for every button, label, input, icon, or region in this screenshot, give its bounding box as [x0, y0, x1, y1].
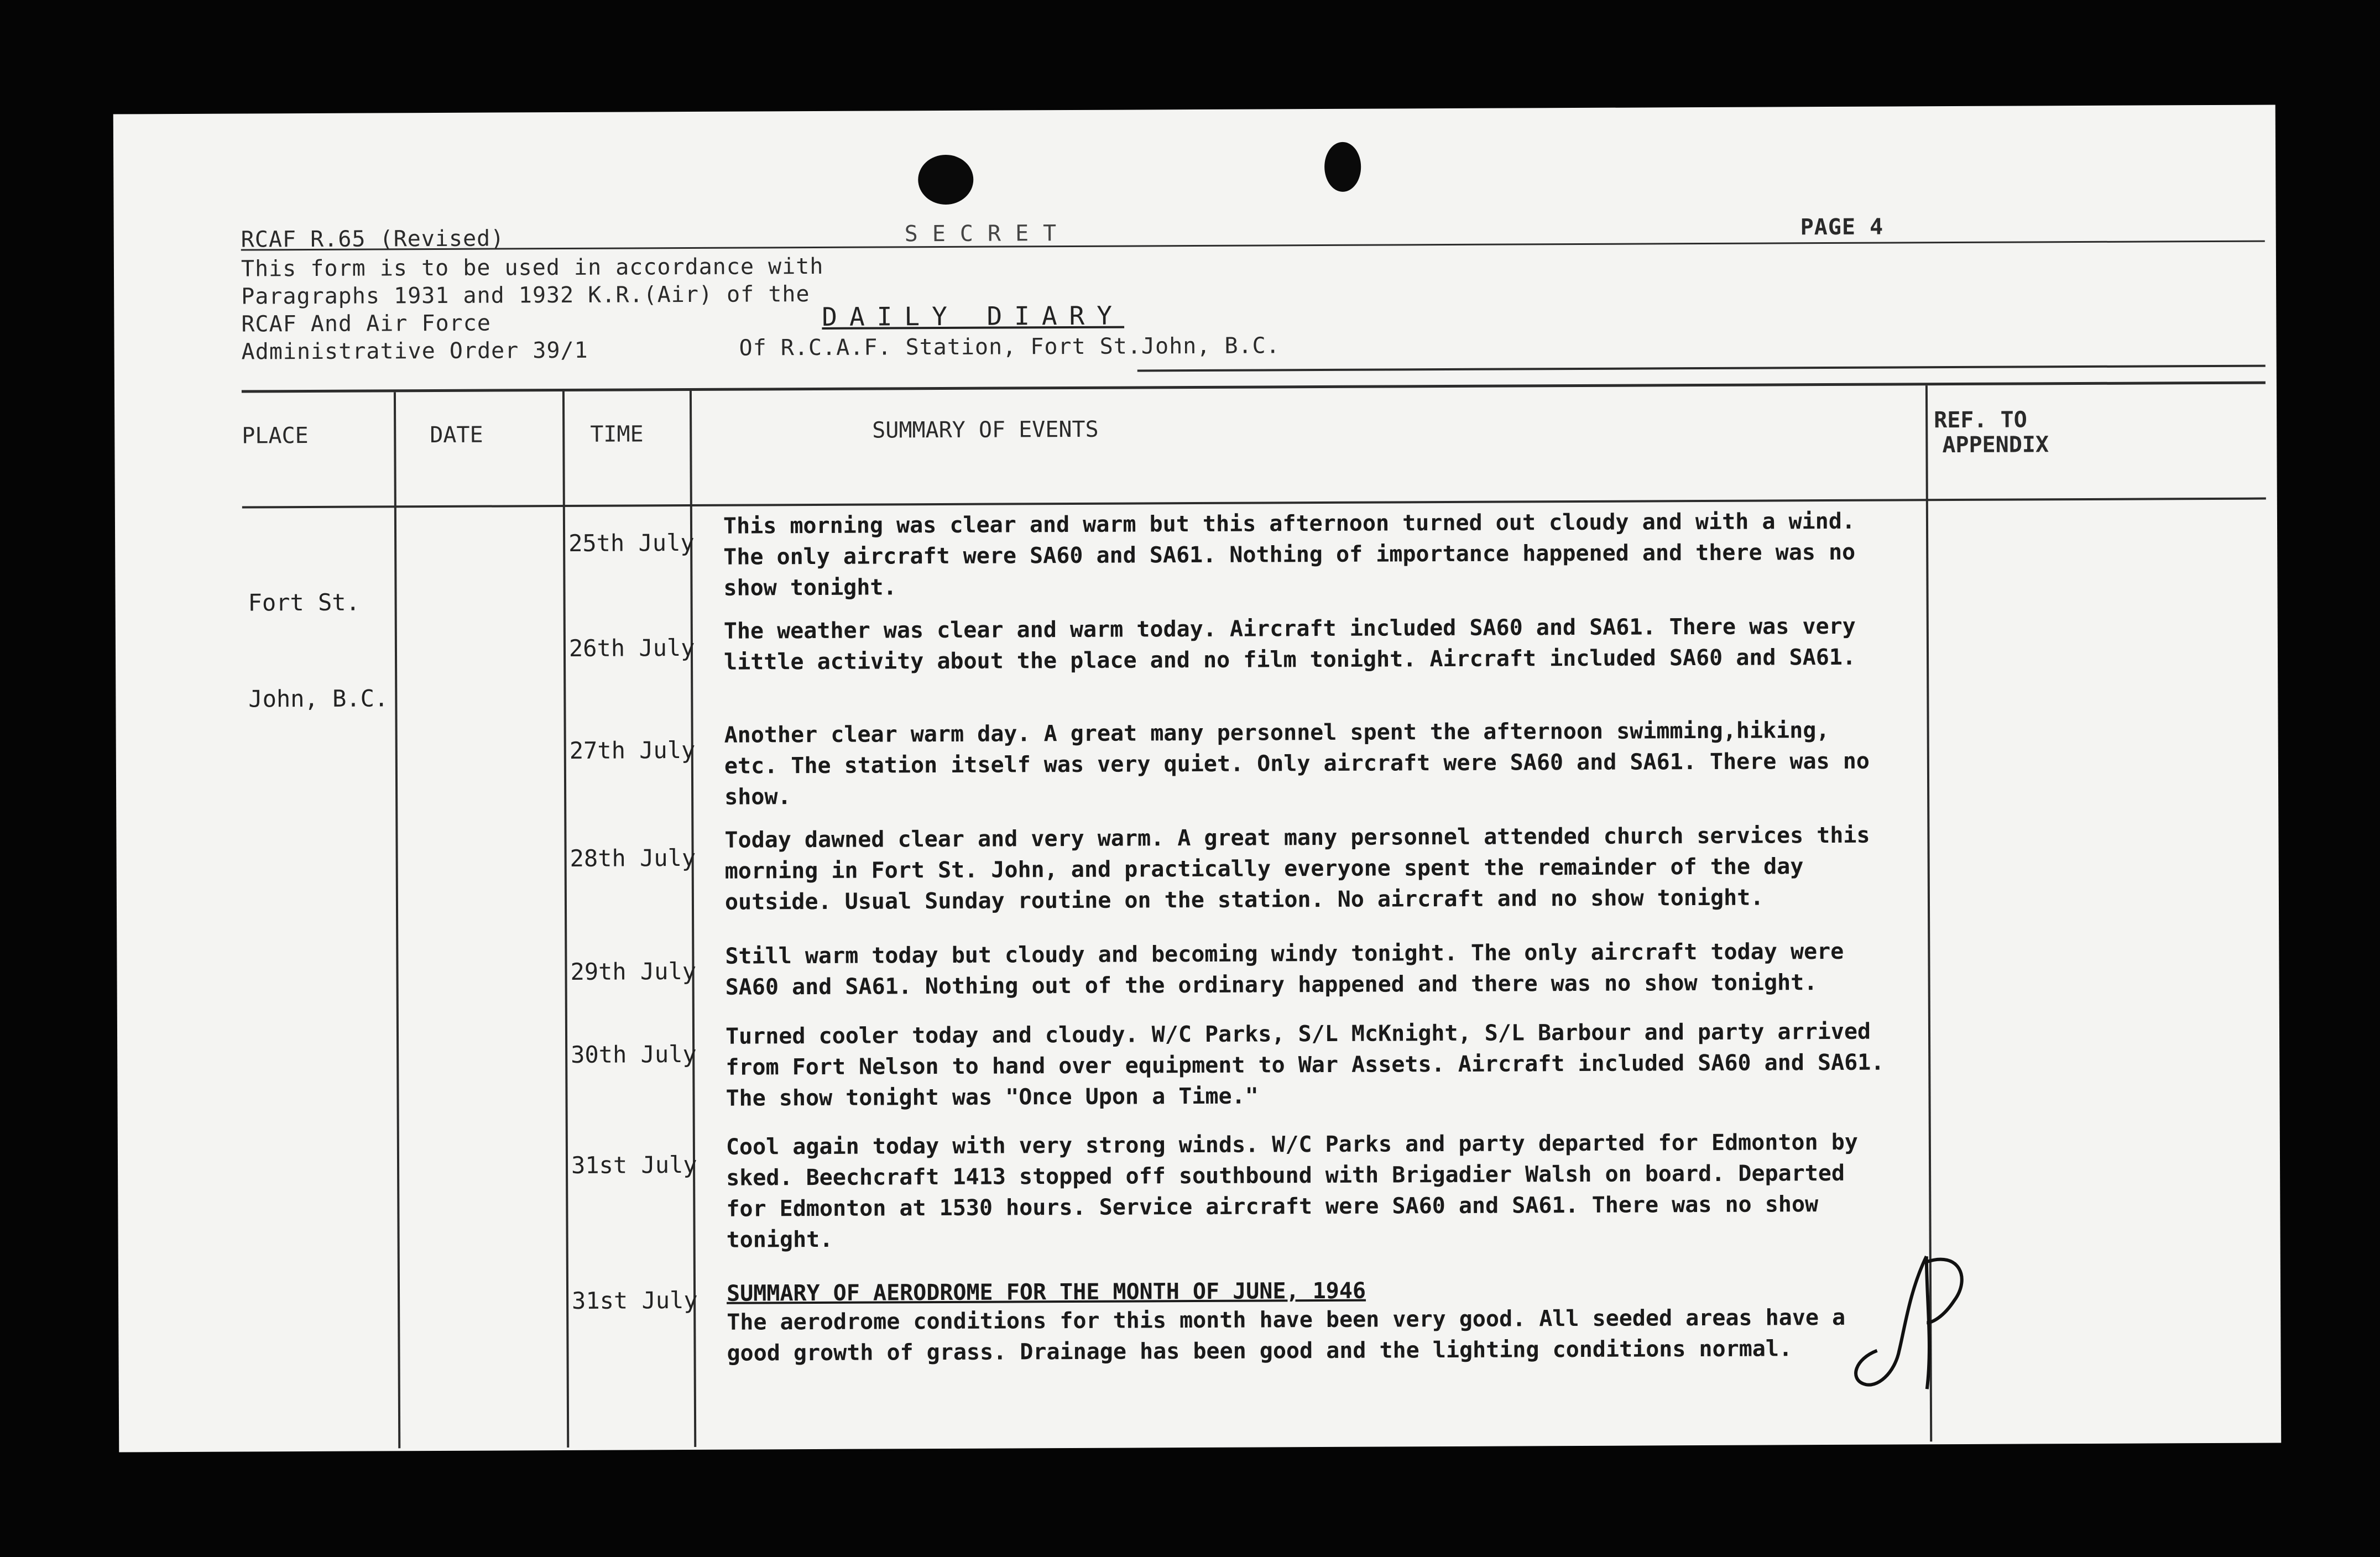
form-instruction-line: Paragraphs 1931 and 1932 K.R.(Air) of the	[241, 281, 810, 310]
entry-text: Turned cooler today and cloudy. W/C Parks, S/L McKnight, S/L Barbour and party arrived from Fort Nelson to hand over equipment to War Assets. Aircraft included SA60 and SA61. The show tonight was "Once Upon a Time."	[725, 1018, 1885, 1111]
diary-title: DAILY DIARY	[822, 300, 1125, 332]
table-top-rule	[242, 382, 2266, 393]
entry-text: The aerodrome conditions for this month have been very good. All seeded areas have a good growth of grass. Drainage has been good and the lighting conditions normal.	[727, 1304, 1846, 1366]
column-header-rule	[242, 498, 2266, 509]
entry-text: The weather was clear and warm today. Aircraft included SA60 and SA61. There was very little activity about the place and no film tonight. Aircraft included SA60 and SA61.	[723, 613, 1856, 675]
form-number: RCAF R.65 (Revised)	[241, 226, 505, 253]
entry-time: 27th July	[569, 736, 696, 764]
entry-text: Still warm today but cloudy and becoming windy tonight. The only aircraft today were SA60 and SA61. Nothing out of the ordinary happened and there was no show tonight.	[725, 938, 1844, 1000]
form-instruction-line: RCAF And Air Force	[241, 310, 491, 337]
place-line: Fort St.	[248, 588, 360, 616]
column-header-time: TIME	[590, 421, 644, 447]
place-line: John, B.C.	[248, 685, 389, 713]
entry-time: 25th July	[568, 529, 695, 557]
form-instruction-line: This form is to be used in accordance with	[241, 253, 824, 282]
column-header-summary: SUMMARY OF EVENTS	[872, 416, 1099, 443]
column-header-appendix: APPENDIX	[1942, 432, 2049, 458]
entry-time: 28th July	[570, 844, 696, 872]
header-top-rule	[241, 241, 2265, 251]
punch-hole-left	[918, 155, 973, 205]
entry-text: Cool again today with very strong winds. W/C Parks and party departed for Edmonton by sked. Beechcraft 1413 stopped off southbound with Brigadier Walsh on board. Departed for Edmonton at 1530 hours. Service aircraft were SA60 and SA61. There was no show tonight.	[726, 1129, 1858, 1253]
column-header-date: DATE	[430, 422, 483, 448]
place-cell	[248, 522, 389, 779]
entry-time: 31st July	[572, 1286, 698, 1314]
entry-time: 26th July	[568, 634, 695, 662]
classification-marking: SECRET	[904, 220, 1071, 247]
entry-time: 31st July	[571, 1151, 697, 1179]
entry-text: Today dawned clear and very warm. A great many personnel attended church services this morning in Fort St. John, and practically everyone spent the remainder of the day outside. Usual Sunday routine on the station. No aircraft and no show tonight.	[724, 822, 1870, 915]
page-number: PAGE 4	[1800, 214, 1884, 241]
punch-hole-right	[1324, 142, 1361, 192]
entry-time: 30th July	[571, 1040, 697, 1068]
summary-heading: SUMMARY OF AERODROME FOR THE MONTH OF JUNE, 1946	[726, 1278, 1366, 1307]
column-header-ref: REF. TO	[1934, 407, 2027, 433]
column-header-place: PLACE	[242, 423, 309, 449]
column-divider-place	[394, 392, 400, 1448]
signature-initials	[1844, 1240, 1977, 1406]
entry-time: 29th July	[570, 957, 697, 985]
entry-text: Another clear warm day. A great many personnel spent the afternoon swimming,hiking, etc. The station itself was very quiet. Only aircraft were SA60 and SA61. There was no show.	[724, 718, 1870, 810]
diary-subtitle: Of R.C.A.F. Station, Fort St.John, B.C.	[739, 333, 1280, 361]
form-instruction-line: Administrative Order 39/1	[241, 337, 588, 365]
header-bottom-rule	[1137, 365, 2266, 372]
entry-text: This morning was clear and warm but this afternoon turned out cloudy and with a wind. The only aircraft were SA60 and SA61. Nothing of importance happened and there was no show tonight.	[723, 508, 1856, 601]
diary-page	[113, 105, 2282, 1452]
